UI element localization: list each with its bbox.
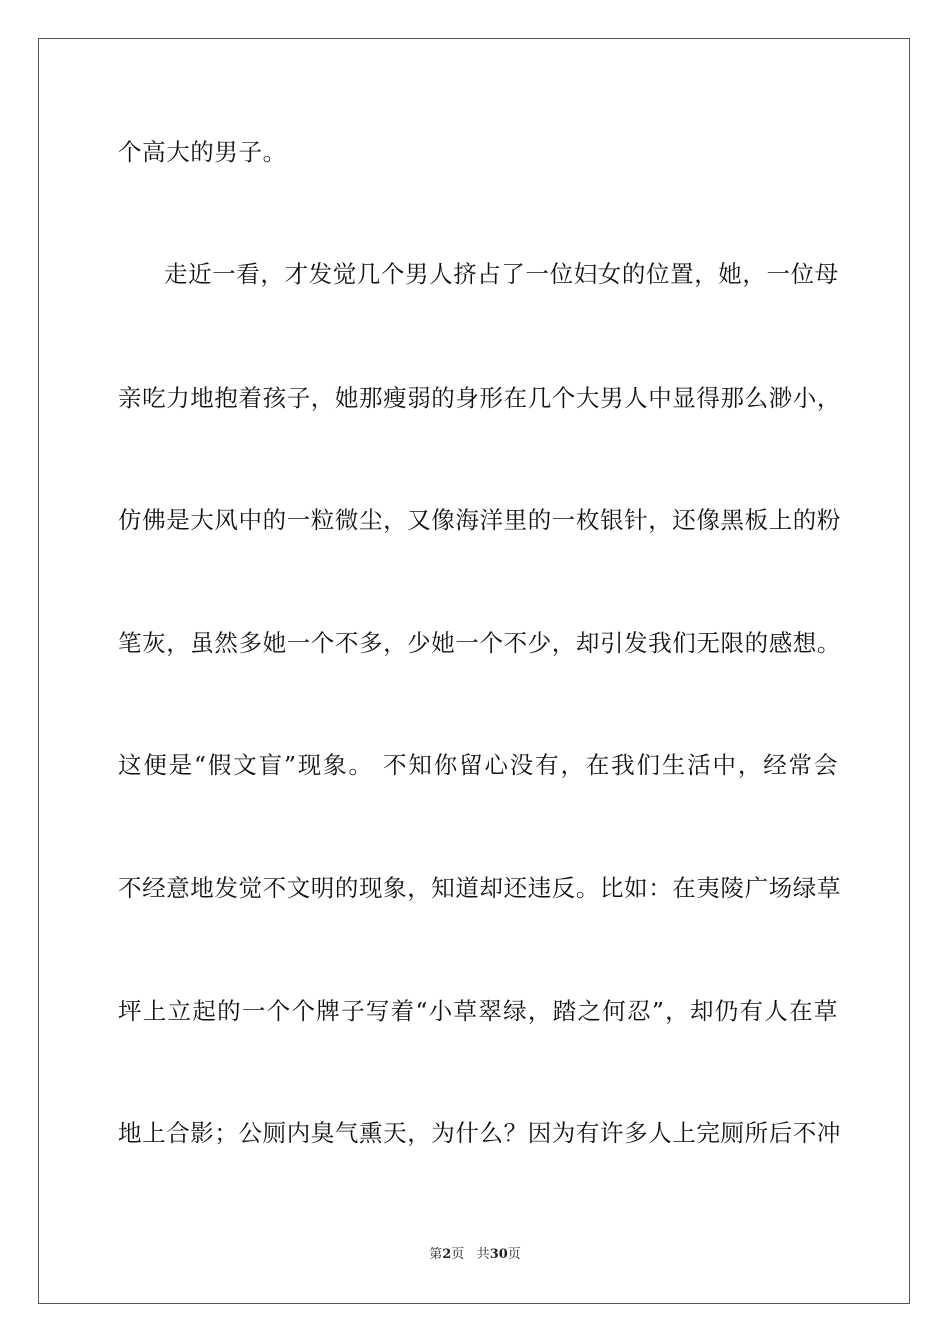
text-line-1: 个高大的男子。: [118, 138, 287, 166]
footer-total-pages: 30: [489, 1247, 508, 1262]
text-line-3: 亲吃力地抱着孩子，她那瘦弱的身形在几个大男人中显得那么渺小，: [118, 384, 841, 412]
footer-total-suffix: 页: [507, 1247, 521, 1262]
text-line-8: 坪上立起的一个个牌子写着“小草翠绿，踏之何忍”，却仍有人在草: [118, 997, 838, 1025]
page-border: [38, 38, 910, 1304]
footer-page-number: 2: [442, 1247, 452, 1262]
text-line-5: 笔灰，虽然多她一个不多，少她一个不少，却引发我们无限的感想。: [118, 629, 841, 657]
page-footer: [0, 1246, 950, 1264]
text-line-9: 地上合影；公厕内臭气熏天，为什么？因为有许多人上完厕所后不冲: [118, 1119, 841, 1147]
text-line-4: 仿佛是大风中的一粒微尘，又像海洋里的一枚银针，还像黑板上的粉: [118, 506, 841, 534]
footer-prefix: 第: [429, 1247, 443, 1262]
text-line-6: 这便是“假文盲”现象。 不知你留心没有，在我们生活中，经常会: [118, 751, 838, 779]
text-line-2: 走近一看，才发觉几个男人挤占了一位妇女的位置，她，一位母: [164, 260, 839, 288]
footer-total-prefix: 共: [476, 1247, 490, 1262]
text-line-7: 不经意地发觉不文明的现象，知道却还违反。比如：在夷陵广场绿草: [118, 874, 841, 902]
footer-page-suffix: 页: [451, 1247, 465, 1262]
